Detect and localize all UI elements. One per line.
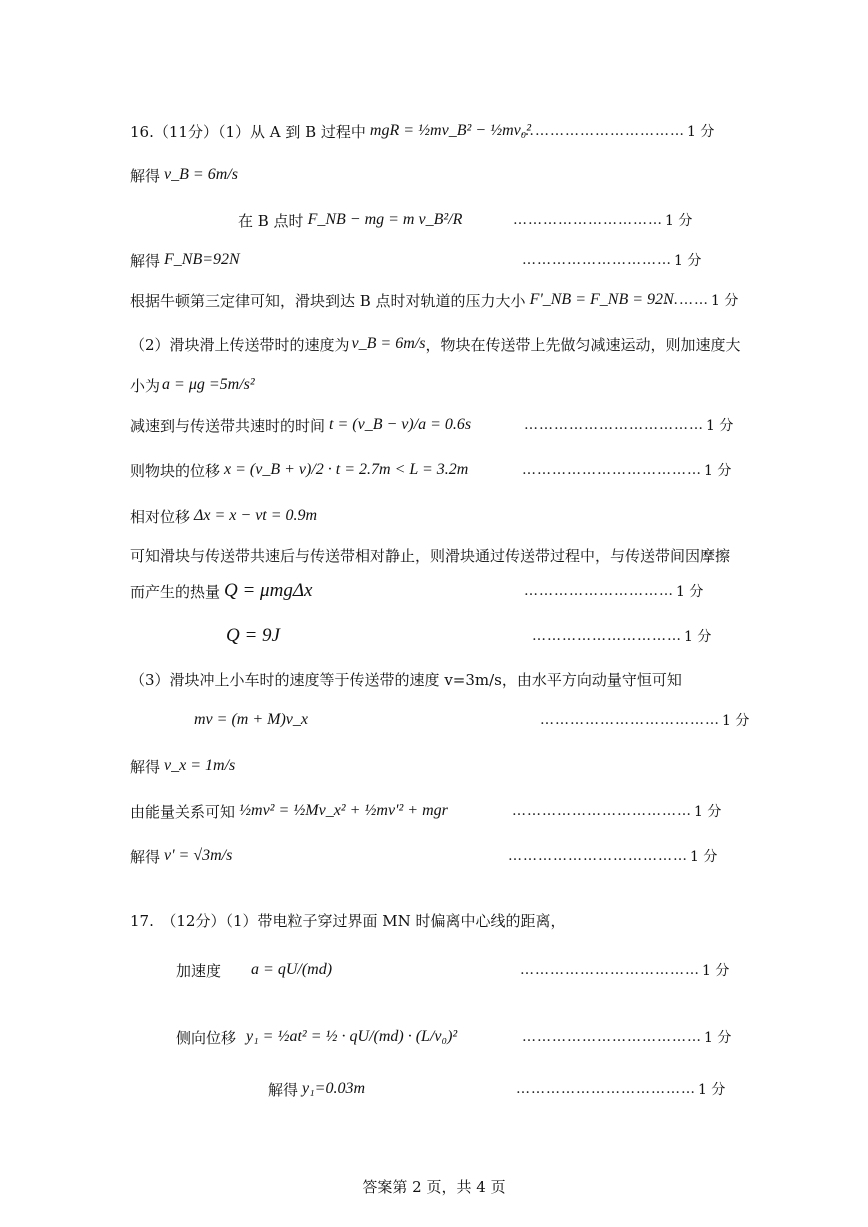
line-math: v_B = 6m/s	[351, 335, 426, 352]
line-q16-fnb-eq	[0, 203, 868, 237]
score-points: 1 分	[687, 124, 715, 140]
score-dots: ………………………………	[522, 1029, 702, 1045]
score-points: 1 分	[674, 253, 702, 269]
line-math: mgR = ½mv_B² − ½mv₀²	[369, 122, 532, 139]
line-text: 解得	[268, 1080, 299, 1099]
line-text: （2）滑块滑上传送带时的速度为	[130, 335, 350, 354]
line-math: F'_NB = F_NB = 92N	[529, 291, 674, 308]
line-q16-vx	[0, 749, 868, 783]
line-text: 16.（11分）（1）从 A 到 B 过程中	[130, 122, 366, 141]
score-dots: …………………………	[524, 583, 674, 599]
score-dots: ………	[664, 292, 709, 308]
line-math: Q = μmgΔx	[224, 580, 313, 601]
line-math: ½mv² = ½Mv_x² + ½mv'² + mgr	[239, 802, 448, 819]
line-q16-vb	[0, 158, 868, 192]
line-q16-dx	[0, 499, 868, 533]
line-q17-y1-eq	[0, 1020, 868, 1054]
line-q16-energy	[0, 794, 868, 828]
score-points: 1 分	[676, 584, 704, 600]
line-text: 可知滑块与传送带共速后与传送带相对静止，则滑块通过传送带过程中，与传送带间因摩擦	[130, 546, 731, 565]
line-q16-heat-a	[0, 538, 868, 572]
line-text-cont: ，物块在传送带上先做匀减速运动，则加速度大	[425, 335, 741, 354]
score-dots: ………………………………	[524, 417, 704, 433]
line-text: 加速度	[176, 961, 222, 980]
score-points: 1 分	[706, 418, 734, 434]
score-points: 1 分	[711, 293, 739, 309]
line-math: Q = 9J	[226, 625, 280, 646]
line-math: F_NB=92N	[164, 251, 240, 268]
line-math: y₁ = ½at² = ½ · qU/(md) · (L/v₀)²	[246, 1028, 458, 1045]
score-dots: …………………………	[532, 628, 682, 644]
line-q16-q	[0, 619, 868, 653]
score-dots: ………………………………	[516, 1081, 696, 1097]
line-text: 在 B 点时	[238, 211, 304, 230]
line-q17-acc	[0, 953, 868, 987]
score-points: 1 分	[690, 849, 718, 865]
line-q16-1	[0, 114, 868, 148]
line-math: y₁=0.03m	[302, 1080, 366, 1097]
score-dots: ……………………………	[520, 123, 685, 139]
line-q17-y1	[0, 1072, 868, 1106]
score-points: 1 分	[702, 963, 730, 979]
score-dots: ………………………………	[540, 712, 720, 728]
score-points: 1 分	[698, 1082, 726, 1098]
line-text: （3）滑块冲上小车时的速度等于传送带的速度 v=3m/s，由水平方向动量守恒可知	[130, 670, 682, 689]
line-text: 解得	[130, 757, 161, 776]
line-text: 解得	[130, 166, 161, 185]
line-math: a = μg =5m/s²	[162, 376, 255, 393]
line-math: v_x = 1m/s	[164, 757, 236, 774]
line-text: 解得	[130, 847, 161, 866]
line-q16-newton3	[0, 283, 868, 317]
score-dots: …………………………	[522, 252, 672, 268]
score-points: 1 分	[704, 1030, 732, 1046]
line-text: 由能量关系可知	[130, 802, 236, 821]
line-text: 解得	[130, 251, 161, 270]
line-math: F_NB − mg = m v_B²/R	[307, 211, 463, 228]
line-text: 而产生的热量	[130, 582, 221, 601]
score-points: 1 分	[704, 463, 732, 479]
line-q17-1	[0, 903, 868, 937]
line-math: v' = √3m/s	[164, 847, 233, 864]
line-q16-2a	[0, 327, 868, 361]
line-q16-t	[0, 408, 868, 442]
line-math: v_B = 6m/s	[164, 166, 238, 183]
score-dots: ………………………………	[512, 803, 692, 819]
line-text: 相对位移	[130, 507, 191, 526]
line-q16-x	[0, 453, 868, 487]
line-q16-mom	[0, 703, 868, 737]
line-math: x = (v_B + v)/2 · t = 2.7m < L = 3.2m	[224, 461, 469, 478]
line-q16-vprime	[0, 839, 868, 873]
score-points: 1 分	[694, 804, 722, 820]
line-q16-fnb	[0, 243, 868, 277]
line-text: 根据牛顿第三定律可知，滑块到达 B 点时对轨道的压力大小	[130, 291, 526, 310]
line-math: Δx = x − vt = 0.9m	[194, 507, 318, 524]
line-text: 则物块的位移	[130, 461, 221, 480]
line-q16-heat-b	[0, 574, 868, 608]
score-dots: ………………………………	[508, 848, 688, 864]
page-footer: 答案第 2 页，共 4 页	[362, 1178, 506, 1196]
score-dots: ………………………………	[520, 962, 700, 978]
line-text: 17. （12分）（1）带电粒子穿过界面 MN 时偏离中心线的距离，	[130, 911, 566, 930]
line-math: t = (v_B − v)/a = 0.6s	[329, 416, 472, 433]
line-text: 侧向位移	[176, 1028, 237, 1047]
line-text: 减速到与传送带共速时的时间	[130, 416, 326, 435]
score-points: 1 分	[684, 629, 712, 645]
line-q16-2b	[0, 368, 868, 402]
score-dots: ………………………………	[522, 462, 702, 478]
line-math: mv = (m + M)v_x	[194, 711, 308, 728]
score-points: 1 分	[665, 213, 693, 229]
line-math: a = qU/(md)	[251, 961, 333, 978]
score-points: 1 分	[722, 713, 750, 729]
score-dots: …………………………	[513, 212, 663, 228]
line-q16-3	[0, 662, 868, 696]
line-text: 小为	[130, 376, 161, 395]
